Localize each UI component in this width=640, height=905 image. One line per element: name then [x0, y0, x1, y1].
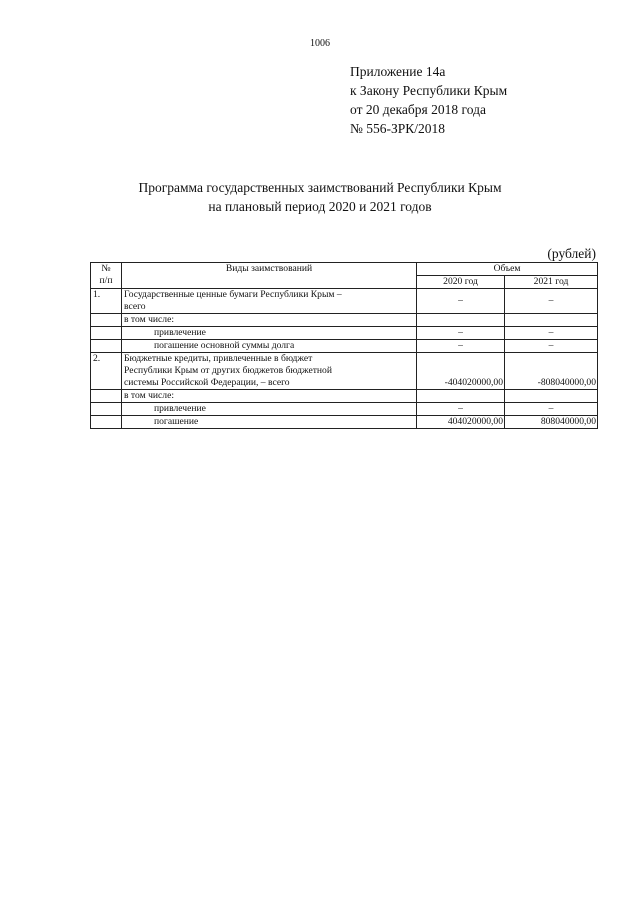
row-number: 1.: [91, 289, 122, 314]
row-value-2020: [417, 390, 505, 403]
row-name: [122, 289, 417, 314]
header-number-cell: [91, 263, 122, 289]
row-name: [122, 353, 417, 390]
header-number-line: №: [101, 263, 111, 274]
title-line: на плановый период 2020 и 2021 годов: [208, 199, 432, 214]
row-value-2021: –: [505, 327, 598, 340]
header-number-line: п/п: [99, 275, 113, 286]
row-name: привлечение: [122, 403, 417, 416]
row-name: в том числе:: [122, 314, 417, 327]
table-row: [91, 314, 598, 327]
appendix-line: № 556-ЗРК/2018: [350, 121, 446, 136]
row-value-2021: –: [505, 289, 598, 314]
table-row: [91, 340, 598, 353]
title-line: Программа государственных заимствований Республики Крым: [138, 180, 502, 195]
header-year-2021: 2021 год: [505, 276, 598, 289]
row-value-2021: -808040000,00: [505, 353, 598, 390]
appendix-line: к Закону Республики Крым: [350, 83, 508, 98]
row-name: привлечение: [122, 327, 417, 340]
row-number: [91, 340, 122, 353]
row-value-2021: –: [505, 403, 598, 416]
row-number: [91, 390, 122, 403]
table-row: [91, 416, 598, 429]
appendix-line: от 20 декабря 2018 года: [350, 102, 486, 117]
row-value-2020: [417, 314, 505, 327]
table-row: [91, 353, 598, 390]
row-name-line: системы Российской Федерации, – всего: [124, 377, 290, 388]
table-row: [91, 403, 598, 416]
header-year-2020: 2020 год: [417, 276, 505, 289]
table-row: [91, 390, 598, 403]
row-name: в том числе:: [122, 390, 417, 403]
borrowings-table: [90, 262, 598, 429]
row-number: 2.: [91, 353, 122, 390]
row-value-2020: 404020000,00: [417, 416, 505, 429]
row-value-2020: –: [417, 340, 505, 353]
row-name-line: Государственные ценные бумаги Республики Крым –: [124, 289, 342, 300]
row-value-2020: –: [417, 327, 505, 340]
appendix-line: Приложение 14а: [350, 64, 446, 79]
document-title: [0, 178, 640, 216]
row-name-line: всего: [124, 301, 146, 312]
row-value-2020: –: [417, 403, 505, 416]
row-value-2020: –: [417, 289, 505, 314]
table-row: [91, 289, 598, 314]
row-name-line: Республики Крым от других бюджетов бюджетной: [124, 365, 332, 376]
row-value-2020: -404020000,00: [417, 353, 505, 390]
table-header-row: [91, 263, 598, 276]
row-name: погашение: [122, 416, 417, 429]
row-name-line: Бюджетные кредиты, привлеченные в бюджет: [124, 353, 313, 364]
row-number: [91, 416, 122, 429]
row-value-2021: –: [505, 340, 598, 353]
row-name: погашение основной суммы долга: [122, 340, 417, 353]
header-volume-cell: Объем: [417, 263, 598, 276]
row-value-2021: [505, 314, 598, 327]
row-value-2021: [505, 390, 598, 403]
page-number: 1006: [310, 38, 330, 49]
row-number: [91, 314, 122, 327]
row-value-2021: 808040000,00: [505, 416, 598, 429]
table-row: [91, 327, 598, 340]
row-number: [91, 327, 122, 340]
header-kind-cell: Виды заимствований: [122, 263, 417, 289]
appendix-block: [350, 62, 507, 138]
units-label: (рублей): [547, 246, 596, 261]
row-number: [91, 403, 122, 416]
